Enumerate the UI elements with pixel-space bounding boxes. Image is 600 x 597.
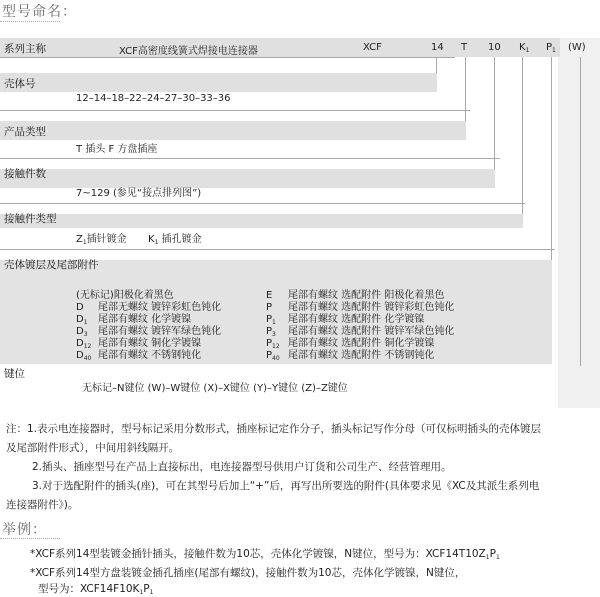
- contact-type-z: $Z_1$插针镀金: [76, 234, 127, 246]
- plating-left-item: $D_3$ 尾部有螺纹 镀锌军绿色钝化: [76, 326, 222, 338]
- example-1: *XCF系列14型装镀金插针插头，接触件数为10芯，壳体化学镀镍，N键位，型号为：$XCF14T10Z_1P_1$: [30, 548, 500, 561]
- contacts-label: 接触件数: [4, 168, 46, 180]
- plating-right-item: P 尾部有螺纹 选配附件 镀锌彩虹色钝化: [266, 302, 455, 313]
- plating-left-item: $D_{40}$ 尾部有螺纹 不锈钢钝化: [76, 350, 202, 362]
- contact-type-k: $K_1$ 插孔镀金: [148, 234, 202, 246]
- line-h-4: [0, 203, 525, 204]
- code-shell: 14: [431, 42, 444, 53]
- line-h-1: [0, 57, 455, 58]
- title-divider: [0, 21, 60, 22]
- note-3: 3.对于选配附件的插头(座)，可在其型号后加上“+”后，再写出所要选的附件(具体要求见《XC及其派生系列电: [32, 480, 540, 492]
- diagram-right-shade: [558, 38, 600, 408]
- plating-right-item: $P_{40}$ 尾部有螺纹 选配附件 不锈钢钝化: [266, 350, 435, 362]
- code-xcf: XCF: [363, 42, 382, 53]
- product-label: 产品类型: [4, 126, 46, 138]
- code-contact-type: $K_1$: [519, 42, 530, 54]
- code-plating: $P_1$: [546, 42, 556, 54]
- contact-type-label: 接触件类型: [4, 213, 57, 225]
- key-label: 键位: [4, 368, 25, 380]
- code-type: T: [461, 42, 468, 53]
- line-v-type: [465, 57, 466, 121]
- code-contacts: 10: [488, 42, 501, 53]
- band-series: [0, 38, 560, 57]
- band-contact-type: [0, 214, 523, 228]
- code-key: (W): [568, 42, 586, 53]
- example-2: *XCF系列14型方盘装镀金插孔插座(尾部有螺纹)，接触件数为10芯，壳体化学镀镍，N键位，: [30, 567, 466, 579]
- plating-label: 壳体镀层及尾部附件: [4, 259, 99, 271]
- note-1: 注：1.表示电连接器时，型号标记采用分数形式，插座标记定作分子，插头标记写作分母（可仅标明插头的壳体镀层: [6, 423, 542, 435]
- note-1-cont: 及尾部附件形式），中间用斜线隔开。: [6, 442, 180, 454]
- line-v-contact-type: [522, 57, 523, 214]
- plating-right-item: $P_{12}$ 尾部有螺纹 选配附件 铜化学镀镍: [266, 338, 435, 350]
- note-2: 2.插头、插座型号在产品上直接标出，电连接器型号供用户订货和公司生产、经营管理用。: [32, 461, 452, 473]
- note-3-cont: 连接器附件》)。: [6, 499, 79, 511]
- plating-left-item: (无标记)阳极化着黑色: [76, 290, 174, 301]
- line-h-5: [0, 249, 555, 250]
- line-h-3: [0, 158, 500, 159]
- plating-right-item: $P_3$ 尾部有螺纹 选配附件 镀锌军绿色钝化: [266, 326, 455, 338]
- line-v-contacts: [494, 57, 495, 169]
- line-v-plating: [551, 57, 552, 260]
- plating-right-item: E 尾部有螺纹 选配附件 阳极化着黑色: [266, 290, 445, 301]
- shell-value: 12–14–18–22–24–27–30–33–36: [76, 93, 231, 104]
- plating-left-item: $D_{12}$ 尾部有螺纹 铜化学镀镍: [76, 338, 202, 350]
- line-h-2: [0, 110, 470, 111]
- band-product: [0, 121, 466, 140]
- series-desc: XCF高密度线簧式焊接电连接器: [119, 46, 258, 57]
- plating-right-item: $P_1$ 尾部有螺纹 选配附件 化学镀镍: [266, 314, 425, 326]
- page-title: 型号命名：: [2, 4, 77, 20]
- key-value: 无标记–N键位 (W)–W键位 (X)–X键位 (Y)–Y键位 (Z)–Z键位: [82, 383, 348, 394]
- shell-label: 壳体号: [4, 78, 36, 90]
- example-2-model: 型号为：$XCF14F10K_1P_1$: [38, 583, 154, 596]
- plating-left-item: D 尾部无螺纹 镀锌彩虹色钝化: [76, 302, 222, 313]
- band-shell: [0, 73, 437, 92]
- series-label: 系列主称: [4, 43, 46, 55]
- example-divider: [0, 538, 60, 539]
- line-v-shell: [436, 57, 437, 73]
- product-value: T 插头 F 方盘插座: [76, 144, 158, 155]
- band-contacts: [0, 169, 495, 188]
- line-v-key: [580, 57, 581, 366]
- plating-left-item: $D_1$ 尾部有螺纹 化学镀镍: [76, 314, 192, 326]
- contacts-value: 7~129 (参见“接点排列图”): [76, 188, 202, 199]
- example-title: 举例：: [2, 522, 47, 538]
